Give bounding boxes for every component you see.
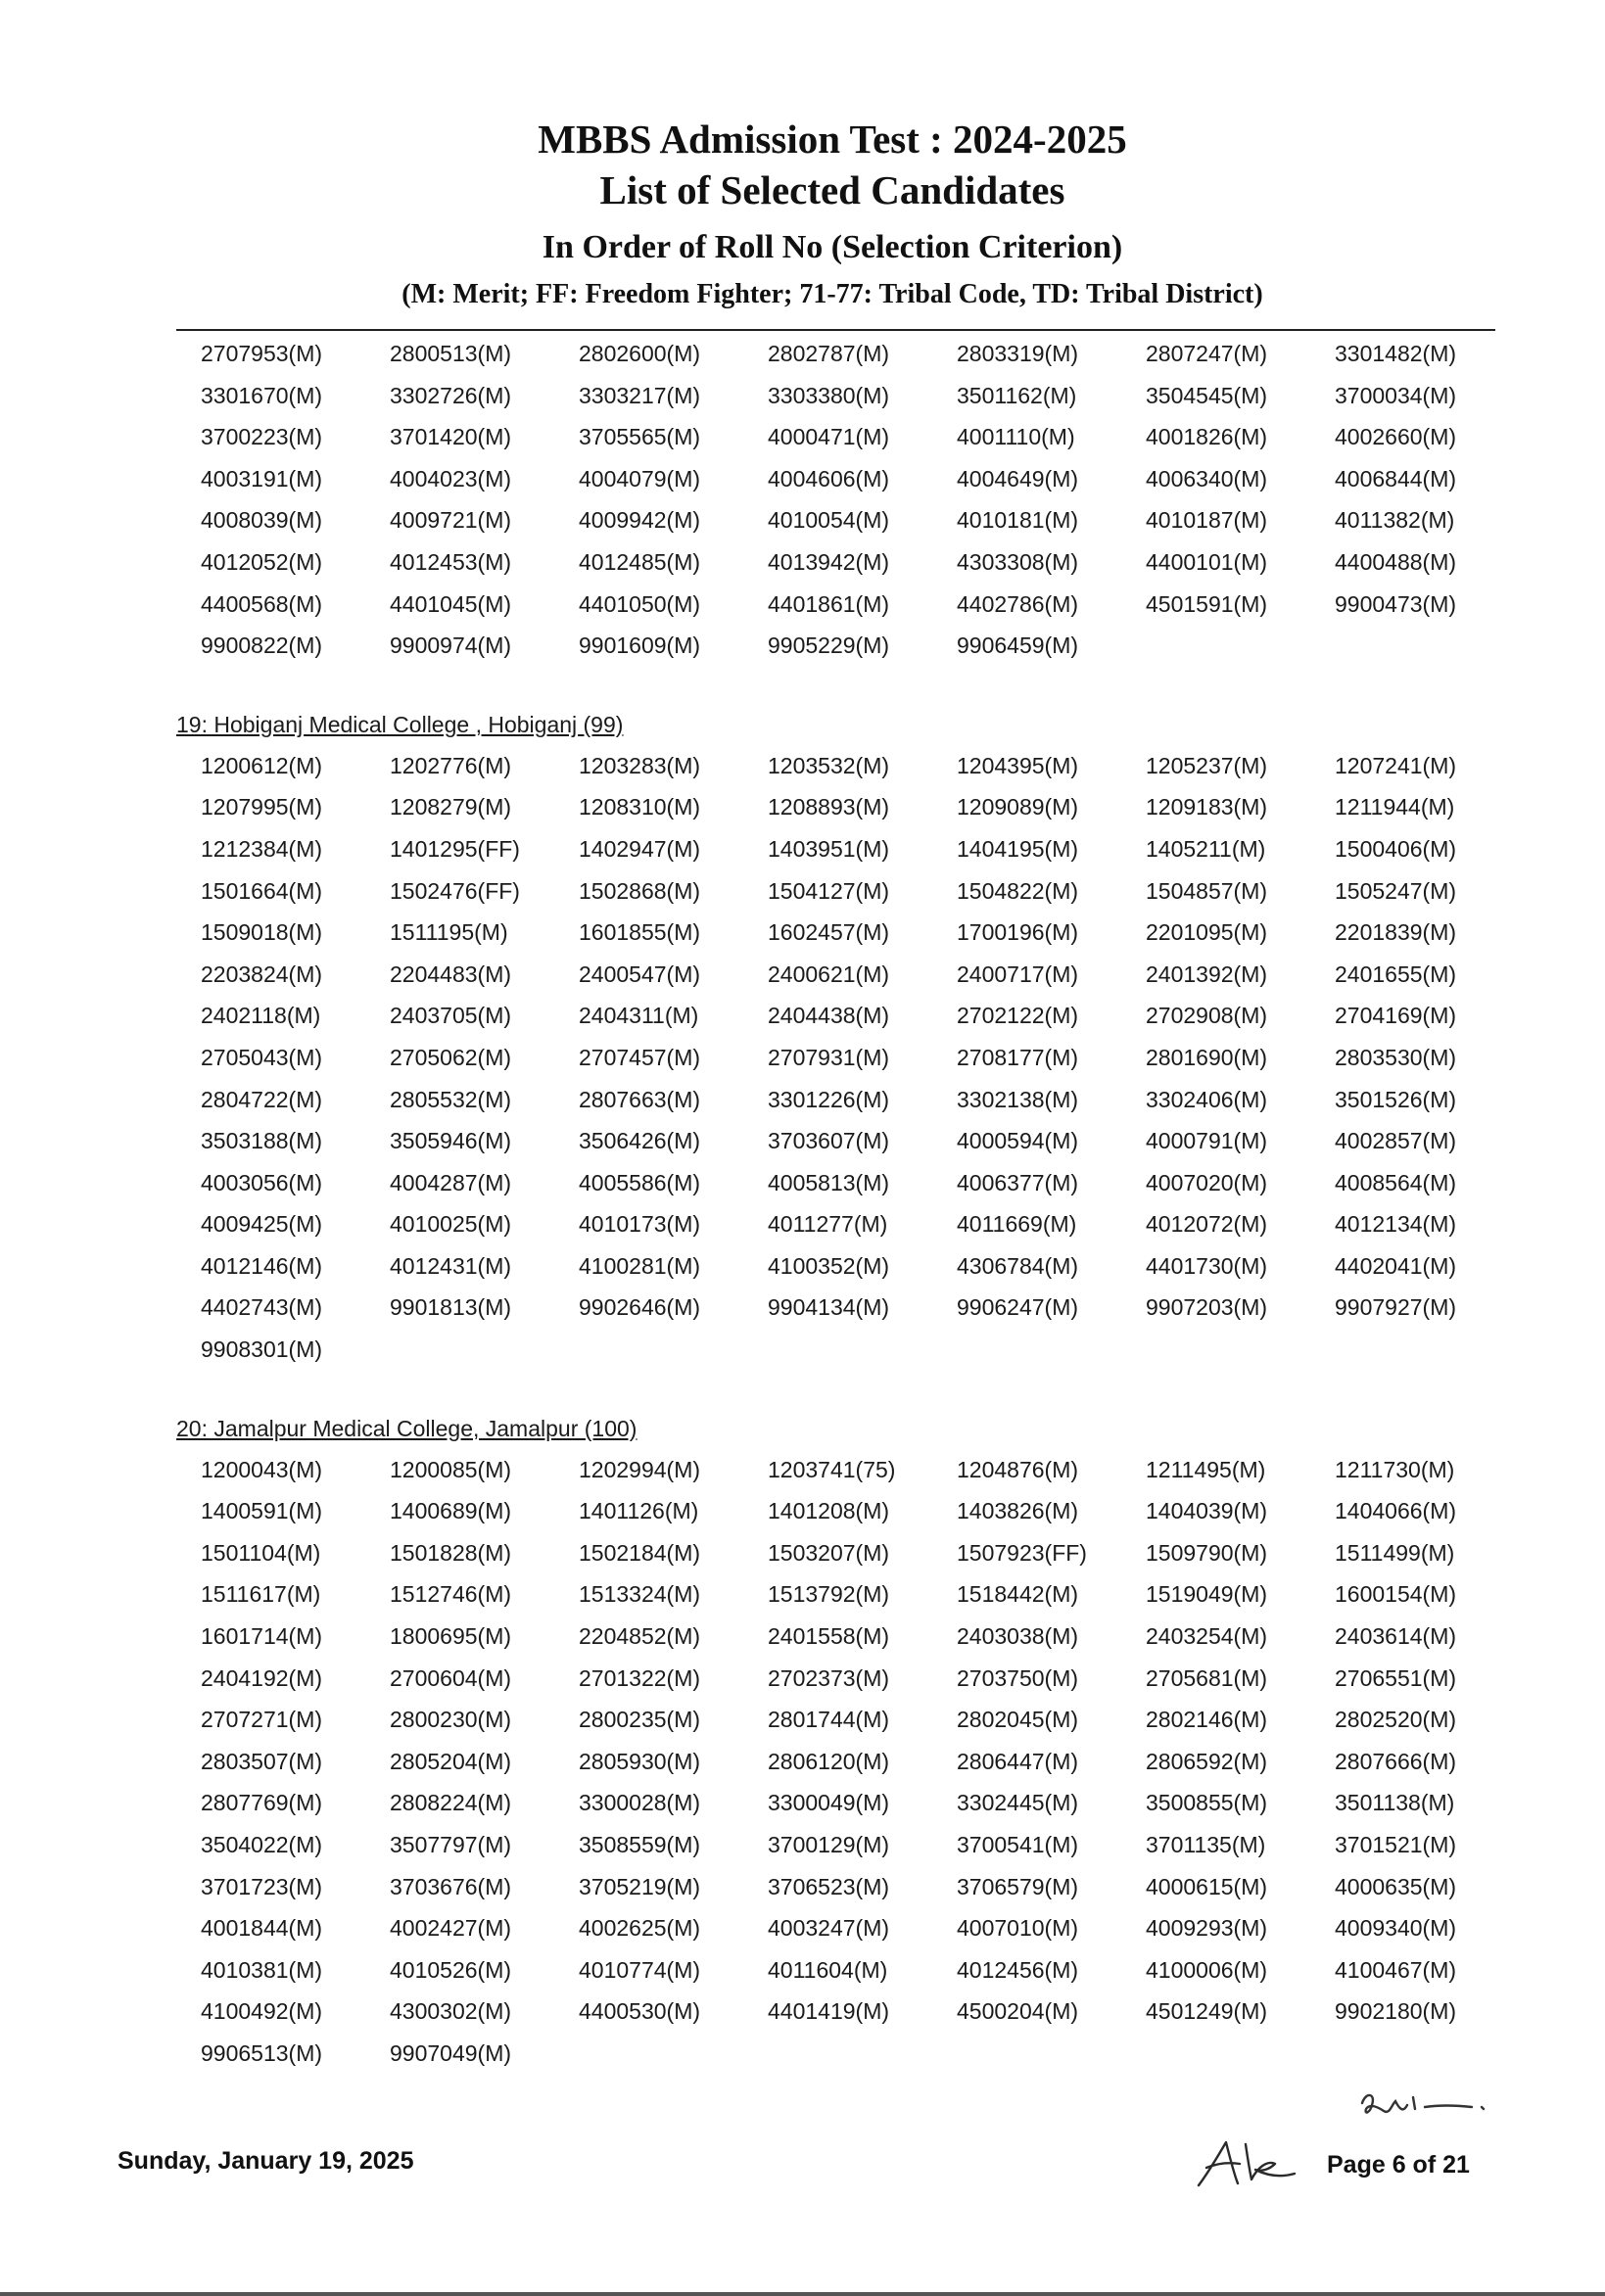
roll-number: 4006340(M) bbox=[1146, 465, 1268, 492]
roll-number: 3301670(M) bbox=[201, 382, 323, 408]
roll-number: 4004079(M) bbox=[579, 465, 701, 492]
page-title: MBBS Admission Test : 2024-2025 bbox=[538, 117, 1127, 162]
roll-number: 9906459(M) bbox=[957, 633, 1079, 659]
roll-number: 1502868(M) bbox=[579, 877, 701, 904]
roll-number: 2805532(M) bbox=[390, 1086, 512, 1112]
roll-number: 4000615(M) bbox=[1146, 1873, 1268, 1899]
roll-number: 1207995(M) bbox=[201, 794, 323, 820]
roll-number: 4000471(M) bbox=[768, 424, 890, 450]
roll-number: 3504022(M) bbox=[201, 1832, 323, 1857]
roll-number: 1502184(M) bbox=[579, 1539, 701, 1566]
roll-number: 4009721(M) bbox=[390, 507, 512, 534]
footer-date: Sunday, January 19, 2025 bbox=[118, 2147, 414, 2175]
roll-number: 1509018(M) bbox=[201, 919, 323, 946]
roll-number: 2802787(M) bbox=[768, 341, 890, 366]
roll-number: 2803319(M) bbox=[957, 341, 1079, 366]
roll-number: 2702908(M) bbox=[1146, 1003, 1268, 1029]
roll-number: 4012456(M) bbox=[957, 1956, 1079, 1983]
roll-number: 4009293(M) bbox=[1146, 1915, 1268, 1942]
roll-number: 1518442(M) bbox=[957, 1581, 1079, 1608]
roll-number: 9907203(M) bbox=[1146, 1294, 1268, 1321]
roll-number: 4011382(M) bbox=[1335, 507, 1455, 534]
roll-number: 4300302(M) bbox=[390, 1998, 512, 2025]
college-section bbox=[176, 710, 1508, 1371]
roll-number: 2203824(M) bbox=[201, 961, 323, 987]
roll-number: 2403038(M) bbox=[957, 1623, 1079, 1650]
roll-number: 1502476(FF) bbox=[390, 877, 520, 904]
roll-number: 2204852(M) bbox=[579, 1623, 701, 1650]
roll-number: 4010181(M) bbox=[957, 507, 1079, 534]
roll-number: 1207241(M) bbox=[1335, 752, 1457, 778]
roll-number: 4010173(M) bbox=[579, 1211, 701, 1238]
roll-number: 9907049(M) bbox=[390, 2039, 512, 2066]
roll-number: 3701723(M) bbox=[201, 1873, 323, 1899]
roll-number: 2805930(M) bbox=[579, 1748, 701, 1774]
roll-grid bbox=[201, 745, 1508, 1371]
roll-number: 4401861(M) bbox=[768, 590, 890, 617]
roll-number: 4008039(M) bbox=[201, 507, 323, 534]
roll-number: 2707931(M) bbox=[768, 1044, 890, 1070]
roll-number: 1511195(M) bbox=[390, 919, 508, 946]
roll-number: 3703607(M) bbox=[768, 1128, 890, 1154]
roll-number: 2707457(M) bbox=[579, 1044, 701, 1070]
roll-number: 4012134(M) bbox=[1335, 1211, 1457, 1238]
roll-number: 3303217(M) bbox=[579, 382, 701, 408]
roll-number: 3302138(M) bbox=[957, 1086, 1079, 1112]
roll-number: 3504545(M) bbox=[1146, 382, 1268, 408]
roll-number: 2404311(M) bbox=[579, 1003, 699, 1029]
roll-number: 3705565(M) bbox=[579, 424, 701, 450]
roll-number: 9902646(M) bbox=[579, 1294, 701, 1321]
roll-number: 1208893(M) bbox=[768, 794, 890, 820]
roll-number: 9906247(M) bbox=[957, 1294, 1079, 1321]
roll-number: 1211944(M) bbox=[1335, 794, 1455, 820]
roll-number: 4401730(M) bbox=[1146, 1252, 1268, 1279]
roll-number: 4005586(M) bbox=[579, 1169, 701, 1195]
roll-number: 2702373(M) bbox=[768, 1664, 890, 1691]
roll-number: 4010025(M) bbox=[390, 1211, 512, 1238]
roll-number: 4306784(M) bbox=[957, 1252, 1079, 1279]
roll-number: 4402743(M) bbox=[201, 1294, 323, 1321]
roll-number: 4400101(M) bbox=[1146, 548, 1268, 575]
roll-number: 3501138(M) bbox=[1335, 1790, 1455, 1816]
roll-number: 2706551(M) bbox=[1335, 1664, 1457, 1691]
roll-number: 1200043(M) bbox=[201, 1456, 323, 1482]
roll-number: 4010526(M) bbox=[390, 1956, 512, 1983]
roll-number: 4402786(M) bbox=[957, 590, 1079, 617]
roll-grid bbox=[201, 1449, 1508, 2075]
roll-number: 4100467(M) bbox=[1335, 1956, 1457, 1983]
scan-edge bbox=[0, 2292, 1605, 2296]
roll-number: 4401050(M) bbox=[579, 590, 701, 617]
roll-number: 2403614(M) bbox=[1335, 1623, 1457, 1650]
roll-number: 4002427(M) bbox=[390, 1915, 512, 1942]
roll-number: 9901609(M) bbox=[579, 633, 701, 659]
roll-number: 1203741(75) bbox=[768, 1456, 896, 1482]
roll-number: 9900473(M) bbox=[1335, 590, 1457, 617]
page-subtitle: List of Selected Candidates bbox=[599, 167, 1065, 212]
roll-number: 2701322(M) bbox=[579, 1664, 701, 1691]
roll-number: 2804722(M) bbox=[201, 1086, 323, 1112]
roll-number: 2705062(M) bbox=[390, 1044, 512, 1070]
roll-number: 1200085(M) bbox=[390, 1456, 512, 1482]
roll-number: 3501162(M) bbox=[957, 382, 1077, 408]
roll-number: 2805204(M) bbox=[390, 1748, 512, 1774]
roll-number: 3508559(M) bbox=[579, 1832, 701, 1857]
roll-number: 3501526(M) bbox=[1335, 1086, 1457, 1112]
roll-number: 4004606(M) bbox=[768, 465, 890, 492]
roll-number: 4013942(M) bbox=[768, 548, 890, 575]
roll-number: 1501664(M) bbox=[201, 877, 323, 904]
roll-number: 4011604(M) bbox=[768, 1956, 888, 1983]
roll-number: 2705043(M) bbox=[201, 1044, 323, 1070]
roll-number: 2800513(M) bbox=[390, 341, 512, 366]
roll-number: 1601855(M) bbox=[579, 919, 701, 946]
roll-number: 9902180(M) bbox=[1335, 1998, 1457, 2025]
roll-number: 1501828(M) bbox=[390, 1539, 512, 1566]
roll-number: 4007010(M) bbox=[957, 1915, 1079, 1942]
roll-number: 1602457(M) bbox=[768, 919, 890, 946]
roll-number: 4500204(M) bbox=[957, 1998, 1079, 2025]
roll-number: 3503188(M) bbox=[201, 1128, 323, 1154]
roll-number: 9904134(M) bbox=[768, 1294, 890, 1321]
roll-number: 3302726(M) bbox=[390, 382, 512, 408]
roll-number: 1211495(M) bbox=[1146, 1456, 1266, 1482]
roll-number: 1404066(M) bbox=[1335, 1498, 1457, 1524]
roll-number: 4009425(M) bbox=[201, 1211, 323, 1238]
roll-number: 4012072(M) bbox=[1146, 1211, 1268, 1238]
roll-number: 1511617(M) bbox=[201, 1581, 321, 1608]
roll-number: 3701521(M) bbox=[1335, 1832, 1457, 1857]
roll-number: 1507923(FF) bbox=[957, 1539, 1087, 1566]
header-divider bbox=[176, 329, 1495, 331]
roll-number: 1401126(M) bbox=[579, 1498, 699, 1524]
page-number: Page 6 of 21 bbox=[1327, 2151, 1470, 2179]
roll-number: 4001844(M) bbox=[201, 1915, 323, 1942]
candidate-list bbox=[176, 333, 1508, 2075]
roll-number: 1519049(M) bbox=[1146, 1581, 1268, 1608]
roll-number: 1513324(M) bbox=[579, 1581, 701, 1608]
roll-number: 4400568(M) bbox=[201, 590, 323, 617]
roll-number: 2807666(M) bbox=[1335, 1748, 1457, 1774]
roll-number: 3705219(M) bbox=[579, 1873, 701, 1899]
college-heading: 19: Hobiganj Medical College , Hobiganj (99) bbox=[176, 711, 624, 737]
roll-number: 4100281(M) bbox=[579, 1252, 701, 1279]
roll-number: 1200612(M) bbox=[201, 752, 323, 778]
roll-number: 2801690(M) bbox=[1146, 1044, 1268, 1070]
roll-number: 1504127(M) bbox=[768, 877, 890, 904]
roll-number: 9900974(M) bbox=[390, 633, 512, 659]
roll-number: 1205237(M) bbox=[1146, 752, 1268, 778]
roll-number: 4400530(M) bbox=[579, 1998, 701, 2025]
roll-number: 2707271(M) bbox=[201, 1707, 323, 1733]
quota-legend: (M: Merit; FF: Freedom Fighter; 71-77: Tribal Code, TD: Tribal District) bbox=[401, 279, 1263, 309]
roll-number: 2708177(M) bbox=[957, 1044, 1079, 1070]
roll-number: 2802146(M) bbox=[1146, 1707, 1268, 1733]
roll-number: 2807769(M) bbox=[201, 1790, 323, 1816]
roll-number: 3703676(M) bbox=[390, 1873, 512, 1899]
roll-number: 3301482(M) bbox=[1335, 341, 1457, 366]
roll-number: 9901813(M) bbox=[390, 1294, 512, 1321]
roll-number: 1211730(M) bbox=[1335, 1456, 1455, 1482]
roll-number: 3303380(M) bbox=[768, 382, 890, 408]
roll-number: 4401419(M) bbox=[768, 1998, 890, 2025]
roll-number: 1203283(M) bbox=[579, 752, 701, 778]
roll-number: 2403705(M) bbox=[390, 1003, 512, 1029]
roll-number: 1513792(M) bbox=[768, 1581, 890, 1608]
roll-number: 4010187(M) bbox=[1146, 507, 1268, 534]
roll-number: 3701420(M) bbox=[390, 424, 512, 450]
roll-number: 2700604(M) bbox=[390, 1664, 512, 1691]
roll-number: 4000594(M) bbox=[957, 1128, 1079, 1154]
roll-number: 4010381(M) bbox=[201, 1956, 323, 1983]
roll-number: 1404195(M) bbox=[957, 835, 1079, 862]
roll-number: 4002857(M) bbox=[1335, 1128, 1457, 1154]
roll-number: 2801744(M) bbox=[768, 1707, 890, 1733]
roll-number: 4002625(M) bbox=[579, 1915, 701, 1942]
roll-number: 4012453(M) bbox=[390, 548, 512, 575]
roll-number: 2705681(M) bbox=[1146, 1664, 1268, 1691]
roll-number: 3700129(M) bbox=[768, 1832, 890, 1857]
roll-number: 1511499(M) bbox=[1335, 1539, 1455, 1566]
roll-number: 4004649(M) bbox=[957, 465, 1079, 492]
roll-number: 2403254(M) bbox=[1146, 1623, 1268, 1650]
roll-number: 1501104(M) bbox=[201, 1539, 321, 1566]
roll-number: 4001110(M) bbox=[957, 424, 1075, 450]
roll-number: 1601714(M) bbox=[201, 1623, 323, 1650]
roll-number: 4402041(M) bbox=[1335, 1252, 1457, 1279]
roll-number: 4003056(M) bbox=[201, 1169, 323, 1195]
roll-number: 4004023(M) bbox=[390, 465, 512, 492]
roll-number: 2401655(M) bbox=[1335, 961, 1457, 987]
roll-number: 1509790(M) bbox=[1146, 1539, 1268, 1566]
roll-number: 1202776(M) bbox=[390, 752, 512, 778]
roll-number: 1403951(M) bbox=[768, 835, 890, 862]
roll-number: 3301226(M) bbox=[768, 1086, 890, 1112]
roll-number: 3505946(M) bbox=[390, 1128, 512, 1154]
initials-signature bbox=[1193, 2134, 1300, 2193]
college-heading: 20: Jamalpur Medical College, Jamalpur (100) bbox=[176, 1415, 637, 1441]
roll-number: 2400547(M) bbox=[579, 961, 701, 987]
roll-number: 1504857(M) bbox=[1146, 877, 1268, 904]
roll-number: 9908301(M) bbox=[201, 1336, 323, 1363]
roll-number: 2806592(M) bbox=[1146, 1748, 1268, 1774]
roll-number: 1504822(M) bbox=[957, 877, 1079, 904]
roll-number: 1503207(M) bbox=[768, 1539, 890, 1566]
roll-number: 4005813(M) bbox=[768, 1169, 890, 1195]
roll-number: 2401392(M) bbox=[1146, 961, 1268, 987]
roll-number: 2400621(M) bbox=[768, 961, 890, 987]
roll-number: 4000635(M) bbox=[1335, 1873, 1457, 1899]
roll-number: 1800695(M) bbox=[390, 1623, 512, 1650]
roll-number: 3302445(M) bbox=[957, 1790, 1079, 1816]
roll-number: 1401295(FF) bbox=[390, 835, 520, 862]
roll-number: 1404039(M) bbox=[1146, 1498, 1268, 1524]
college-section bbox=[176, 333, 1508, 667]
roll-number: 2404192(M) bbox=[201, 1664, 323, 1691]
roll-number: 1202994(M) bbox=[579, 1456, 701, 1482]
roll-number: 2800230(M) bbox=[390, 1707, 512, 1733]
roll-number: 4006844(M) bbox=[1335, 465, 1457, 492]
roll-number: 1209183(M) bbox=[1146, 794, 1268, 820]
roll-number: 3706523(M) bbox=[768, 1873, 890, 1899]
roll-number: 9905229(M) bbox=[768, 633, 890, 659]
roll-number: 1204876(M) bbox=[957, 1456, 1079, 1482]
roll-number: 3700223(M) bbox=[201, 424, 323, 450]
roll-number: 1405211(M) bbox=[1146, 835, 1266, 862]
roll-number: 4100492(M) bbox=[201, 1998, 323, 2025]
roll-number: 1208310(M) bbox=[579, 794, 701, 820]
roll-number: 4100006(M) bbox=[1146, 1956, 1268, 1983]
roll-number: 2806447(M) bbox=[957, 1748, 1079, 1774]
roll-number: 4007020(M) bbox=[1146, 1169, 1268, 1195]
document-header bbox=[0, 116, 1605, 311]
roll-number: 2803507(M) bbox=[201, 1748, 323, 1774]
roll-number: 1204395(M) bbox=[957, 752, 1079, 778]
roll-number: 3700541(M) bbox=[957, 1832, 1079, 1857]
roll-number: 1401208(M) bbox=[768, 1498, 890, 1524]
roll-number: 4000791(M) bbox=[1146, 1128, 1268, 1154]
roll-number: 2808224(M) bbox=[390, 1790, 512, 1816]
roll-number: 2404438(M) bbox=[768, 1003, 890, 1029]
roll-grid bbox=[201, 333, 1508, 667]
roll-number: 1400689(M) bbox=[390, 1498, 512, 1524]
roll-number: 9900822(M) bbox=[201, 633, 323, 659]
roll-number: 2702122(M) bbox=[957, 1003, 1079, 1029]
roll-number: 3506426(M) bbox=[579, 1128, 701, 1154]
college-section bbox=[176, 1414, 1508, 2075]
roll-number: 1403826(M) bbox=[957, 1498, 1079, 1524]
roll-number: 4010774(M) bbox=[579, 1956, 701, 1983]
roll-number: 3300028(M) bbox=[579, 1790, 701, 1816]
signature-mark bbox=[1356, 2084, 1493, 2132]
roll-number: 4006377(M) bbox=[957, 1169, 1079, 1195]
roll-number: 2707953(M) bbox=[201, 341, 323, 366]
roll-number: 2204483(M) bbox=[390, 961, 512, 987]
roll-number: 4011277(M) bbox=[768, 1211, 888, 1238]
roll-number: 2703750(M) bbox=[957, 1664, 1079, 1691]
roll-number: 2803530(M) bbox=[1335, 1044, 1457, 1070]
roll-number: 1505247(M) bbox=[1335, 877, 1457, 904]
roll-number: 3700034(M) bbox=[1335, 382, 1457, 408]
roll-number: 2807247(M) bbox=[1146, 341, 1268, 366]
roll-number: 9906513(M) bbox=[201, 2039, 323, 2066]
roll-number: 4012431(M) bbox=[390, 1252, 512, 1279]
roll-number: 2800235(M) bbox=[579, 1707, 701, 1733]
roll-number: 1600154(M) bbox=[1335, 1581, 1457, 1608]
roll-number: 4002660(M) bbox=[1335, 424, 1457, 450]
roll-number: 1208279(M) bbox=[390, 794, 512, 820]
roll-number: 4001826(M) bbox=[1146, 424, 1268, 450]
roll-number: 1400591(M) bbox=[201, 1498, 323, 1524]
roll-number: 4012485(M) bbox=[579, 548, 701, 575]
roll-number: 4009340(M) bbox=[1335, 1915, 1457, 1942]
roll-number: 4400488(M) bbox=[1335, 548, 1457, 575]
roll-number: 4012146(M) bbox=[201, 1252, 323, 1279]
roll-number: 4004287(M) bbox=[390, 1169, 512, 1195]
roll-number: 4501249(M) bbox=[1146, 1998, 1268, 2025]
roll-number: 2802520(M) bbox=[1335, 1707, 1457, 1733]
roll-number: 1209089(M) bbox=[957, 794, 1079, 820]
roll-number: 4303308(M) bbox=[957, 548, 1079, 575]
roll-number: 2201095(M) bbox=[1146, 919, 1268, 946]
roll-number: 1203532(M) bbox=[768, 752, 890, 778]
roll-number: 2400717(M) bbox=[957, 961, 1079, 987]
roll-number: 3302406(M) bbox=[1146, 1086, 1268, 1112]
roll-number: 4010054(M) bbox=[768, 507, 890, 534]
roll-number: 3701135(M) bbox=[1146, 1832, 1266, 1857]
roll-number: 2704169(M) bbox=[1335, 1003, 1457, 1029]
roll-number: 4011669(M) bbox=[957, 1211, 1077, 1238]
roll-number: 2402118(M) bbox=[201, 1003, 321, 1029]
roll-number: 1212384(M) bbox=[201, 835, 323, 862]
roll-number: 4100352(M) bbox=[768, 1252, 890, 1279]
sort-order-note: In Order of Roll No (Selection Criterion) bbox=[542, 229, 1123, 265]
roll-number: 4501591(M) bbox=[1146, 590, 1268, 617]
roll-number: 4008564(M) bbox=[1335, 1169, 1457, 1195]
roll-number: 3500855(M) bbox=[1146, 1790, 1268, 1816]
roll-number: 4401045(M) bbox=[390, 590, 512, 617]
roll-number: 1512746(M) bbox=[390, 1581, 512, 1608]
roll-number: 1700196(M) bbox=[957, 919, 1079, 946]
roll-number: 1402947(M) bbox=[579, 835, 701, 862]
roll-number: 4003247(M) bbox=[768, 1915, 890, 1942]
roll-number: 2806120(M) bbox=[768, 1748, 890, 1774]
roll-number: 2201839(M) bbox=[1335, 919, 1457, 946]
roll-number: 3706579(M) bbox=[957, 1873, 1079, 1899]
roll-number: 4012052(M) bbox=[201, 548, 323, 575]
roll-number: 1500406(M) bbox=[1335, 835, 1457, 862]
roll-number: 3507797(M) bbox=[390, 1832, 512, 1857]
roll-number: 3300049(M) bbox=[768, 1790, 890, 1816]
roll-number: 2807663(M) bbox=[579, 1086, 701, 1112]
roll-number: 2401558(M) bbox=[768, 1623, 890, 1650]
roll-number: 4009942(M) bbox=[579, 507, 701, 534]
roll-number: 2802045(M) bbox=[957, 1707, 1079, 1733]
roll-number: 9907927(M) bbox=[1335, 1294, 1457, 1321]
roll-number: 2802600(M) bbox=[579, 341, 701, 366]
roll-number: 4003191(M) bbox=[201, 465, 323, 492]
